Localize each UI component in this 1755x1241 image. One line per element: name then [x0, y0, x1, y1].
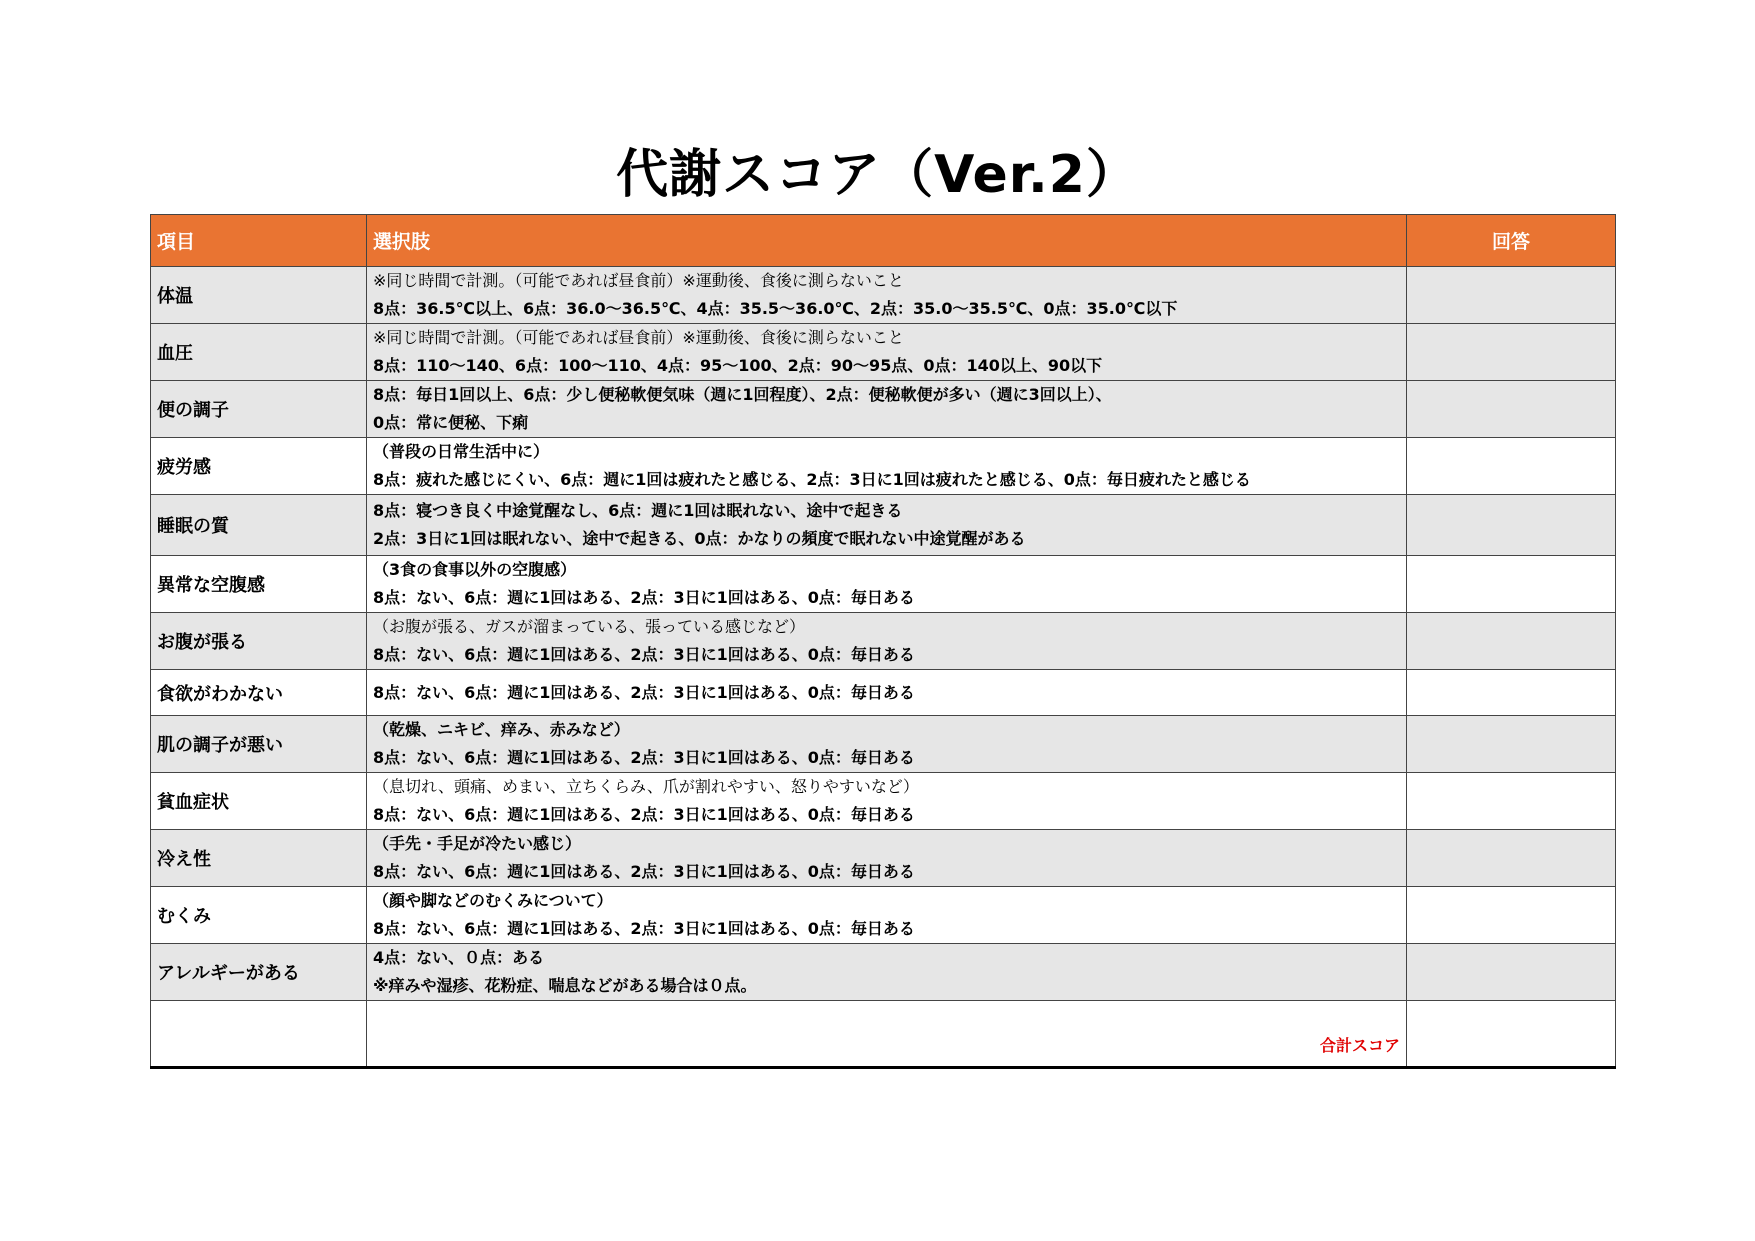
answer-cell[interactable] — [1407, 438, 1616, 495]
table-row — [151, 495, 1616, 556]
options-line-1: （乾燥、ニキビ、痒み、赤みなど） — [373, 720, 630, 739]
options-line-1: 8点：寝つき良く中途覚醒なし、6点：週に1回は眠れない、途中で起きる — [373, 501, 903, 520]
options-cell — [367, 556, 1407, 613]
options-line-2: 8点：110〜140、6点：100〜110、4点：95〜100、2点：90〜95点、0点：140以上、90以下 — [373, 356, 1103, 375]
options-line-1: （息切れ、頭痛、めまい、立ちくらみ、爪が割れやすい、怒りやすいなど） — [373, 777, 919, 796]
table-row — [151, 438, 1616, 495]
table-row — [151, 887, 1616, 944]
options-line-1: 8点：毎日1回以上、6点：少し便秘軟便気味（週に1回程度）、2点：便秘軟便が多い（週に3回以上）、 — [373, 385, 1112, 404]
item-label: むくみ — [151, 887, 367, 944]
options-line-2: 8点：ない、6点：週に1回はある、2点：3日に1回はある、0点：毎日ある — [373, 748, 915, 767]
options-cell — [367, 324, 1407, 381]
options-line-2: 8点：ない、6点：週に1回はある、2点：3日に1回はある、0点：毎日ある — [373, 862, 915, 881]
table-row — [151, 267, 1616, 324]
header-answer: 回答 — [1407, 215, 1616, 267]
options-line-1: ※同じ時間で計測。（可能であれば昼食前）※運動後、食後に測らないこと — [373, 271, 904, 290]
options-cell — [367, 495, 1407, 556]
options-line-2: 8点：ない、6点：週に1回はある、2点：3日に1回はある、0点：毎日ある — [373, 645, 915, 664]
page-title: 代謝スコア（Ver.2） — [616, 145, 1139, 205]
metabolic-score-table — [150, 214, 1616, 1069]
item-label: 体温 — [151, 267, 367, 324]
total-score-label: 合計スコア — [367, 1001, 1407, 1068]
total-empty-cell — [151, 1001, 367, 1068]
options-line-2: 8点：36.5℃以上、6点：36.0〜36.5℃、4点：35.5〜36.0℃、2点：35.0〜35.5℃、0点：35.0℃以下 — [373, 299, 1178, 318]
table-row — [151, 670, 1616, 716]
options-cell — [367, 944, 1407, 1001]
options-line-1: （手先・手足が冷たい感じ） — [373, 834, 582, 853]
table-row — [151, 381, 1616, 438]
options-cell — [367, 381, 1407, 438]
table-row — [151, 556, 1616, 613]
item-label: アレルギーがある — [151, 944, 367, 1001]
options-line-1: （3食の食事以外の空腹感） — [373, 560, 577, 579]
options-cell — [367, 267, 1407, 324]
options-line-2: 8点：疲れた感じにくい、6点：週に1回は疲れたと感じる、2点：3日に1回は疲れたと感じる、0点：毎日疲れたと感じる — [373, 470, 1251, 489]
options-line-2: 8点：ない、6点：週に1回はある、2点：3日に1回はある、0点：毎日ある — [373, 682, 915, 702]
table-row — [151, 830, 1616, 887]
options-line-1: 4点：ない、０点：ある — [373, 948, 545, 967]
item-label: 食欲がわかない — [151, 670, 367, 716]
answer-cell[interactable] — [1407, 324, 1616, 381]
options-cell — [367, 438, 1407, 495]
answer-cell[interactable] — [1407, 495, 1616, 556]
header-options: 選択肢 — [367, 215, 1407, 267]
answer-cell[interactable] — [1407, 613, 1616, 670]
options-line-2: ※痒みや湿疹、花粉症、喘息などがある場合は０点。 — [373, 976, 757, 995]
answer-cell[interactable] — [1407, 716, 1616, 773]
answer-cell[interactable] — [1407, 773, 1616, 830]
options-line-2: 8点：ない、6点：週に1回はある、2点：3日に1回はある、0点：毎日ある — [373, 805, 915, 824]
table-row — [151, 944, 1616, 1001]
table-row — [151, 324, 1616, 381]
options-line-1: （顔や脚などのむくみについて） — [373, 891, 613, 910]
answer-cell[interactable] — [1407, 944, 1616, 1001]
item-label: 睡眠の質 — [151, 495, 367, 556]
header-item: 項目 — [151, 215, 367, 267]
total-score-cell[interactable] — [1407, 1001, 1616, 1068]
item-label: 便の調子 — [151, 381, 367, 438]
item-label: 異常な空腹感 — [151, 556, 367, 613]
options-cell — [367, 887, 1407, 944]
table-row — [151, 613, 1616, 670]
item-label: お腹が張る — [151, 613, 367, 670]
options-line-1: ※同じ時間で計測。（可能であれば昼食前）※運動後、食後に測らないこと — [373, 328, 904, 347]
options-line-2: 8点：ない、6点：週に1回はある、2点：3日に1回はある、0点：毎日ある — [373, 919, 915, 938]
item-label: 疲労感 — [151, 438, 367, 495]
options-line-2: 2点：3日に1回は眠れない、途中で起きる、0点：かなりの頻度で眠れない中途覚醒がある — [373, 529, 1026, 548]
answer-cell[interactable] — [1407, 381, 1616, 438]
options-cell — [367, 716, 1407, 773]
options-line-2: 0点：常に便秘、下痢 — [373, 413, 529, 432]
item-label: 冷え性 — [151, 830, 367, 887]
item-label: 血圧 — [151, 324, 367, 381]
header-row — [151, 215, 1616, 267]
answer-cell[interactable] — [1407, 670, 1616, 716]
options-cell — [367, 773, 1407, 830]
options-line-1: （普段の日常生活中に） — [373, 442, 550, 461]
table-row — [151, 716, 1616, 773]
options-cell — [367, 830, 1407, 887]
answer-cell[interactable] — [1407, 267, 1616, 324]
answer-cell[interactable] — [1407, 830, 1616, 887]
item-label: 貧血症状 — [151, 773, 367, 830]
item-label: 肌の調子が悪い — [151, 716, 367, 773]
options-cell — [367, 670, 1407, 716]
total-row — [151, 1001, 1616, 1068]
answer-cell[interactable] — [1407, 556, 1616, 613]
options-cell — [367, 613, 1407, 670]
options-line-2: 8点：ない、6点：週に1回はある、2点：3日に1回はある、0点：毎日ある — [373, 588, 915, 607]
table-row — [151, 773, 1616, 830]
answer-cell[interactable] — [1407, 887, 1616, 944]
options-line-1: （お腹が張る、ガスが溜まっている、張っている感じなど） — [373, 617, 806, 636]
